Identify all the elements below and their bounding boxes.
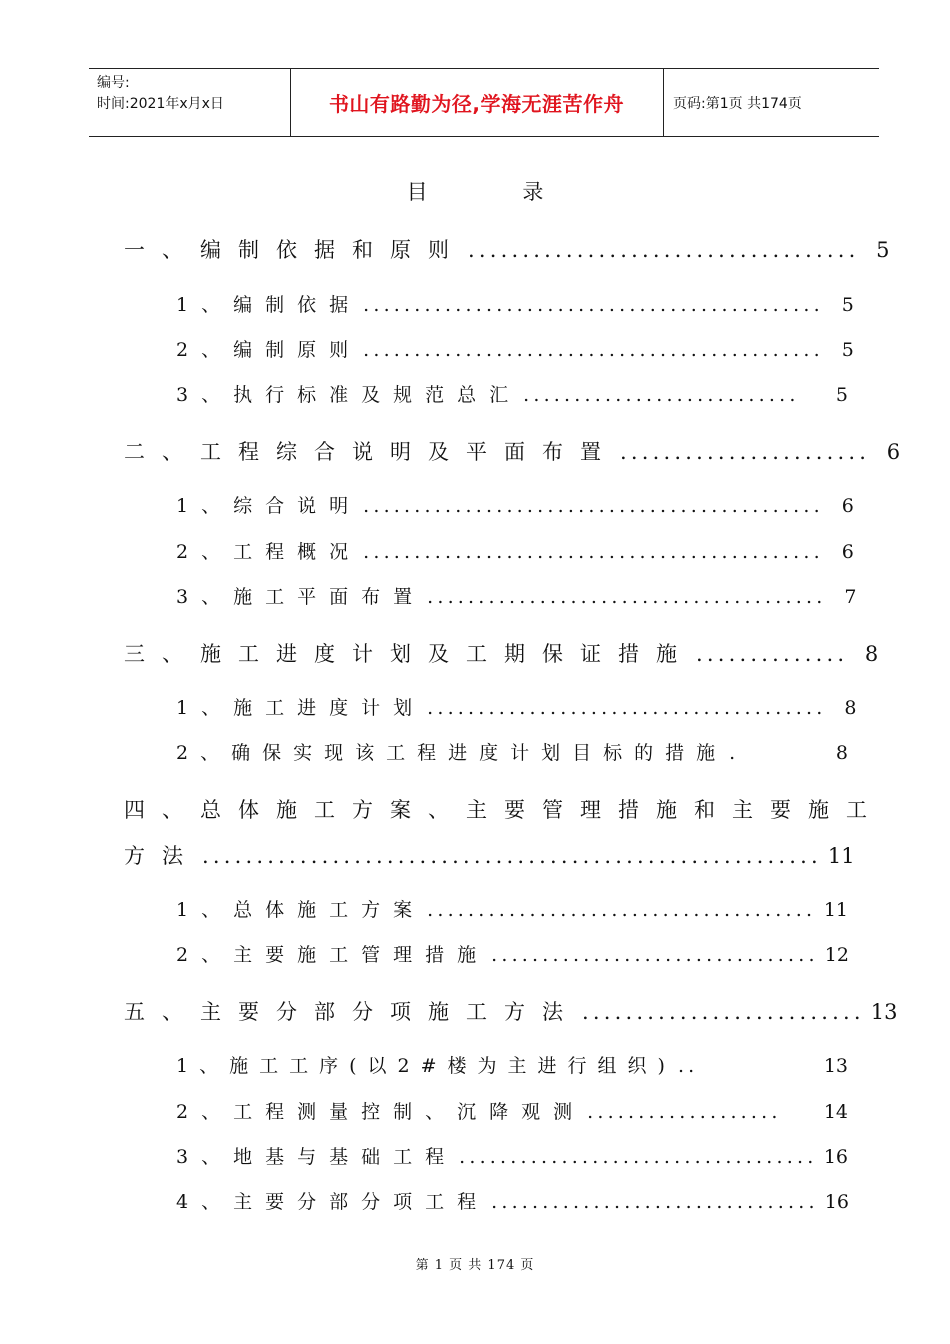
toc-entry-label: 1、综合说明 <box>176 495 362 517</box>
toc-entry-label: 2、编制原则 <box>176 339 362 361</box>
toc-entry-label: 2、工程概况 <box>176 541 362 563</box>
toc-entry-1-3[interactable] <box>176 380 848 407</box>
toc-entry-label: 2、主要施工管理措施 <box>176 944 490 966</box>
toc-entry-label: 四、总体施工方案、主要管理措施和主要施工 <box>124 798 884 822</box>
toc-entry-2-2[interactable] <box>176 537 854 564</box>
page-footer: 第 1 页 共 174 页 <box>415 1258 535 1273</box>
toc-entry-5-1[interactable] <box>176 1051 848 1078</box>
toc-entry-5[interactable] <box>124 996 898 1026</box>
toc-entry-1-1[interactable] <box>176 290 854 317</box>
toc-page-number: 11 <box>827 844 855 868</box>
toc-page-number: 11 <box>823 899 848 921</box>
toc-entry-label: 一、编制依据和原则 <box>124 238 466 262</box>
toc-leader-dots: ................................ <box>491 944 819 966</box>
toc-leader-dots: ....................... <box>620 440 871 464</box>
toc-leader-dots: ....................................... <box>427 697 827 719</box>
toc-entry-4-continued[interactable] <box>124 840 855 870</box>
toc-entry-4-2[interactable] <box>176 940 848 967</box>
header-number-label: 编号: <box>97 75 130 91</box>
toc-entry-label: 1、施工工序(以2#楼为主进行组织) <box>176 1055 676 1077</box>
toc-entry-label: 3、施工平面布置 <box>176 586 426 608</box>
toc-entry-2-1[interactable] <box>176 491 854 518</box>
toc-leader-dots: .......................... <box>582 1000 865 1024</box>
toc-entry-label: 二、工程综合说明及平面布置 <box>124 440 618 464</box>
toc-leader-dots: ...................................... <box>427 899 817 921</box>
toc-entry-5-2[interactable] <box>176 1097 848 1124</box>
toc-leader-dots: .............. <box>696 642 849 666</box>
toc-entry-label: 三、施工进度计划及工期保证措施 <box>124 642 694 666</box>
toc-leader-dots: ................................ <box>491 1191 819 1213</box>
toc-entry-4-1[interactable] <box>176 895 848 922</box>
header-page-info: 页码:第1页 共174页 <box>673 95 802 112</box>
toc-leader-dots: ............................................. <box>363 294 824 316</box>
toc-page-number: 13 <box>823 1055 848 1077</box>
toc-leader-dots: ......................................................... <box>202 844 822 868</box>
toc-page-number: 13 <box>870 1000 898 1024</box>
toc-page-number: 8 <box>844 697 857 719</box>
toc-entry-label: 1、总体施工方案 <box>176 899 426 921</box>
toc-entry-label: 2、工程测量控制、沉降观测 <box>176 1101 586 1123</box>
toc-page-number: 6 <box>886 440 901 464</box>
toc-leader-dots: ................... <box>587 1101 782 1123</box>
toc-entry-2[interactable] <box>124 436 901 466</box>
toc-title: 目 录 <box>406 180 588 204</box>
toc-entry-label: 五、主要分部分项施工方法 <box>124 1000 580 1024</box>
toc-entry-label: 1、施工进度计划 <box>176 697 426 719</box>
header-meta <box>97 73 224 115</box>
toc-entry-label: 3、执行标准及规范总汇 <box>176 384 522 406</box>
toc-entry-2-3[interactable] <box>176 582 857 609</box>
toc-page-number: 7 <box>844 586 857 608</box>
toc-page-number: 5 <box>841 339 854 361</box>
toc-entry-1-2[interactable] <box>176 335 854 362</box>
toc-leader-dots: ....................................... <box>427 586 827 608</box>
header-time-label: 时间:2021年x月x日 <box>97 96 224 112</box>
toc-page-number: 14 <box>823 1101 848 1123</box>
toc-entry-3[interactable] <box>124 638 879 668</box>
toc-leader-dots: ............................................. <box>363 339 824 361</box>
toc-entry-5-4[interactable] <box>176 1187 848 1214</box>
toc-page-number: 5 <box>841 294 854 316</box>
toc-entry-3-1[interactable] <box>176 693 857 720</box>
toc-entry-label: 1、编制依据 <box>176 294 362 316</box>
toc-entry-label: 3、地基与基础工程 <box>176 1146 458 1168</box>
toc-entry-5-3[interactable] <box>176 1142 848 1169</box>
toc-page-number: 16 <box>824 1191 849 1213</box>
toc-leader-dots: .................................... <box>468 238 860 262</box>
toc-leader-dots: ........................... <box>523 384 800 406</box>
toc-leader-dots: ............................................. <box>363 495 824 517</box>
toc-entry-label: 方法 <box>124 844 200 868</box>
header-divider <box>663 69 664 136</box>
toc-page-number: 16 <box>823 1146 848 1168</box>
toc-entry-label: 2、确保实现该工程进度计划目标的措施 <box>176 742 728 764</box>
toc-page-number: 5 <box>876 238 890 262</box>
toc-page-number: 6 <box>841 541 854 563</box>
toc-entry-4[interactable] <box>124 794 884 824</box>
toc-entry-label: 4、主要分部分项工程 <box>176 1191 490 1213</box>
toc-page-number: 6 <box>841 495 854 517</box>
toc-entry-3-2[interactable] <box>176 738 848 765</box>
toc-leader-dots: . <box>729 742 740 764</box>
document-header <box>89 68 879 137</box>
toc-page-number: 8 <box>835 742 848 764</box>
toc-entry-1[interactable] <box>124 234 890 264</box>
header-motto: 书山有路勤为径,学海无涯苦作舟 <box>328 92 625 116</box>
toc-leader-dots: ............................................. <box>363 541 824 563</box>
toc-leader-dots: ................................... <box>459 1146 818 1168</box>
toc-leader-dots: .. <box>677 1055 699 1077</box>
toc-page-number: 12 <box>824 944 849 966</box>
toc-page-number: 5 <box>835 384 848 406</box>
toc-page-number: 8 <box>864 642 879 666</box>
